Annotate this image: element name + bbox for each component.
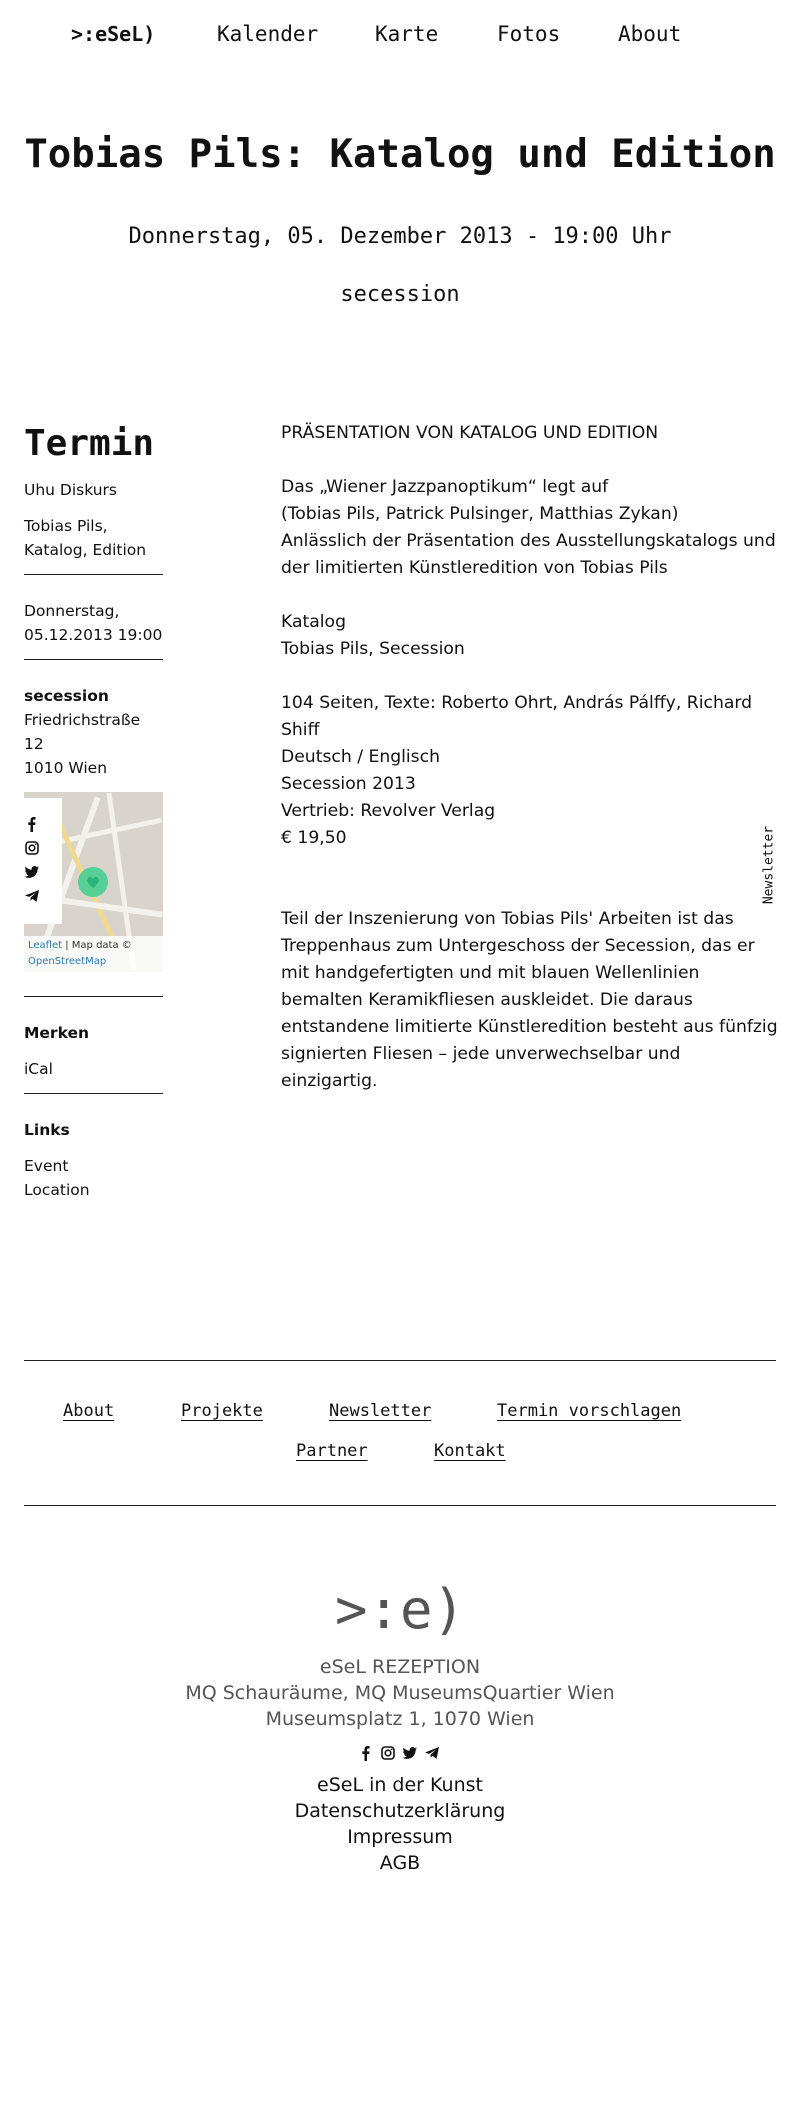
footer-link-kunst[interactable]: eSeL in der Kunst bbox=[317, 1774, 483, 1796]
heart-icon bbox=[85, 874, 101, 890]
ical-link[interactable]: iCal bbox=[24, 1060, 53, 1078]
description-paragraph: Das „Wiener Jazzpanoptikum“ legt auf (Tobias Pils, Patrick Pulsinger, Matthias Zykan) Anlässlich der Präsentation des Ausstellungskatalogs und der limitierten Künstleredition von Tobias Pils bbox=[281, 477, 776, 578]
event-category: Uhu Diskurs bbox=[24, 481, 118, 499]
description-paragraph: 104 Seiten, Texte: Roberto Ohrt, András Pálffy, Richard Shiff Deutsch / Englisch Secession 2013 Vertrieb: Revolver Verlag € 19,50 bbox=[281, 693, 753, 848]
footer-social bbox=[358, 1745, 448, 1761]
telegram-icon[interactable] bbox=[424, 1745, 440, 1761]
location-name: secession bbox=[24, 687, 109, 705]
footer-divider bbox=[24, 1360, 776, 1361]
footer-nav-termin-vorschlagen[interactable]: Termin vorschlagen bbox=[497, 1401, 682, 1421]
footer-nav-partner[interactable]: Partner bbox=[296, 1441, 368, 1461]
location-city: 1010 Wien bbox=[24, 759, 108, 777]
newsletter-tab[interactable] bbox=[758, 822, 780, 908]
facebook-icon[interactable] bbox=[24, 816, 40, 832]
description-paragraph: Katalog Tobias Pils, Secession bbox=[281, 612, 465, 659]
top-nav bbox=[0, 22, 800, 52]
event-title: Tobias Pils: Katalog und Edition bbox=[24, 132, 776, 177]
footer-link-datenschutz[interactable]: Datenschutzerklärung bbox=[294, 1800, 506, 1822]
nav-fotos[interactable]: Fotos bbox=[497, 22, 561, 46]
termin-heading: Termin bbox=[24, 423, 155, 464]
map-data-text: | Map data © bbox=[62, 940, 132, 951]
nav-karte[interactable]: Karte bbox=[375, 22, 439, 46]
event-venue: secession bbox=[340, 282, 460, 307]
facebook-icon[interactable] bbox=[358, 1745, 374, 1761]
twitter-icon[interactable] bbox=[402, 1745, 418, 1761]
event-datetime bbox=[24, 599, 164, 647]
twitter-icon[interactable] bbox=[24, 864, 40, 880]
footer-nav-kontakt[interactable]: Kontakt bbox=[434, 1441, 506, 1461]
location-street: Friedrichstraße 12 bbox=[24, 711, 141, 753]
leaflet-link[interactable]: Leaflet bbox=[28, 940, 63, 951]
location-block bbox=[24, 684, 164, 780]
event-description bbox=[281, 420, 781, 1122]
event-subtitle: Tobias Pils, Katalog, Edition bbox=[24, 517, 147, 559]
merken-heading: Merken bbox=[24, 1024, 90, 1042]
links-heading: Links bbox=[24, 1121, 70, 1139]
footer-venue: MQ Schauräume, MQ MuseumsQuartier Wien bbox=[185, 1682, 615, 1704]
nav-about[interactable]: About bbox=[618, 22, 682, 46]
footer-link-impressum[interactable]: Impressum bbox=[347, 1826, 453, 1848]
footer-link-agb[interactable]: AGB bbox=[379, 1852, 421, 1874]
description-heading: PRÄSENTATION VON KATALOG UND EDITION bbox=[281, 423, 659, 443]
sidebar-divider bbox=[24, 996, 163, 997]
footer-nav-about[interactable]: About bbox=[63, 1401, 115, 1421]
event-date: Donnerstag, 05. Dezember 2013 - 19:00 Uhr bbox=[128, 224, 672, 249]
footer-address: Museumsplatz 1, 1070 Wien bbox=[265, 1708, 535, 1730]
sidebar-divider bbox=[24, 1093, 163, 1094]
social-share-strip bbox=[24, 798, 62, 924]
footer-rezeption: eSeL REZEPTION bbox=[319, 1656, 481, 1678]
datetime-line1: Donnerstag, bbox=[24, 602, 120, 620]
datetime-line2: 05.12.2013 19:00 bbox=[24, 626, 163, 644]
instagram-icon[interactable] bbox=[24, 840, 40, 856]
footer-logo: >:e) bbox=[334, 1578, 466, 1641]
sidebar-divider bbox=[24, 574, 163, 575]
map-attribution bbox=[24, 936, 163, 972]
sidebar-divider bbox=[24, 659, 163, 660]
footer-nav-projekte[interactable]: Projekte bbox=[181, 1401, 263, 1421]
instagram-icon[interactable] bbox=[380, 1745, 396, 1761]
event-sidebar bbox=[24, 420, 164, 1202]
description-paragraph: Teil der Inszenierung von Tobias Pils' Arbeiten ist das Treppenhaus zum Untergeschoss der Secession, das er mit handgefertigten und mit blauen Wellenlinien bemalten Keramikfliesen auskleidet. Die daraus entstandene limitierte Künstleredition besteht aus fünfzig signierten Fliesen – jede unverwechselbar und einzigartig. bbox=[281, 909, 778, 1091]
nav-kalender[interactable]: Kalender bbox=[217, 22, 319, 46]
site-logo[interactable]: >:eSeL) bbox=[71, 22, 156, 46]
location-map[interactable] bbox=[24, 792, 163, 972]
footer-divider bbox=[24, 1505, 776, 1506]
osm-link[interactable]: OpenStreetMap bbox=[28, 956, 107, 967]
newsletter-tab-label: Newsletter bbox=[761, 825, 777, 905]
event-link[interactable]: Event bbox=[24, 1157, 69, 1175]
footer-nav-newsletter[interactable]: Newsletter bbox=[329, 1401, 432, 1421]
telegram-icon[interactable] bbox=[24, 888, 40, 904]
location-link[interactable]: Location bbox=[24, 1181, 90, 1199]
